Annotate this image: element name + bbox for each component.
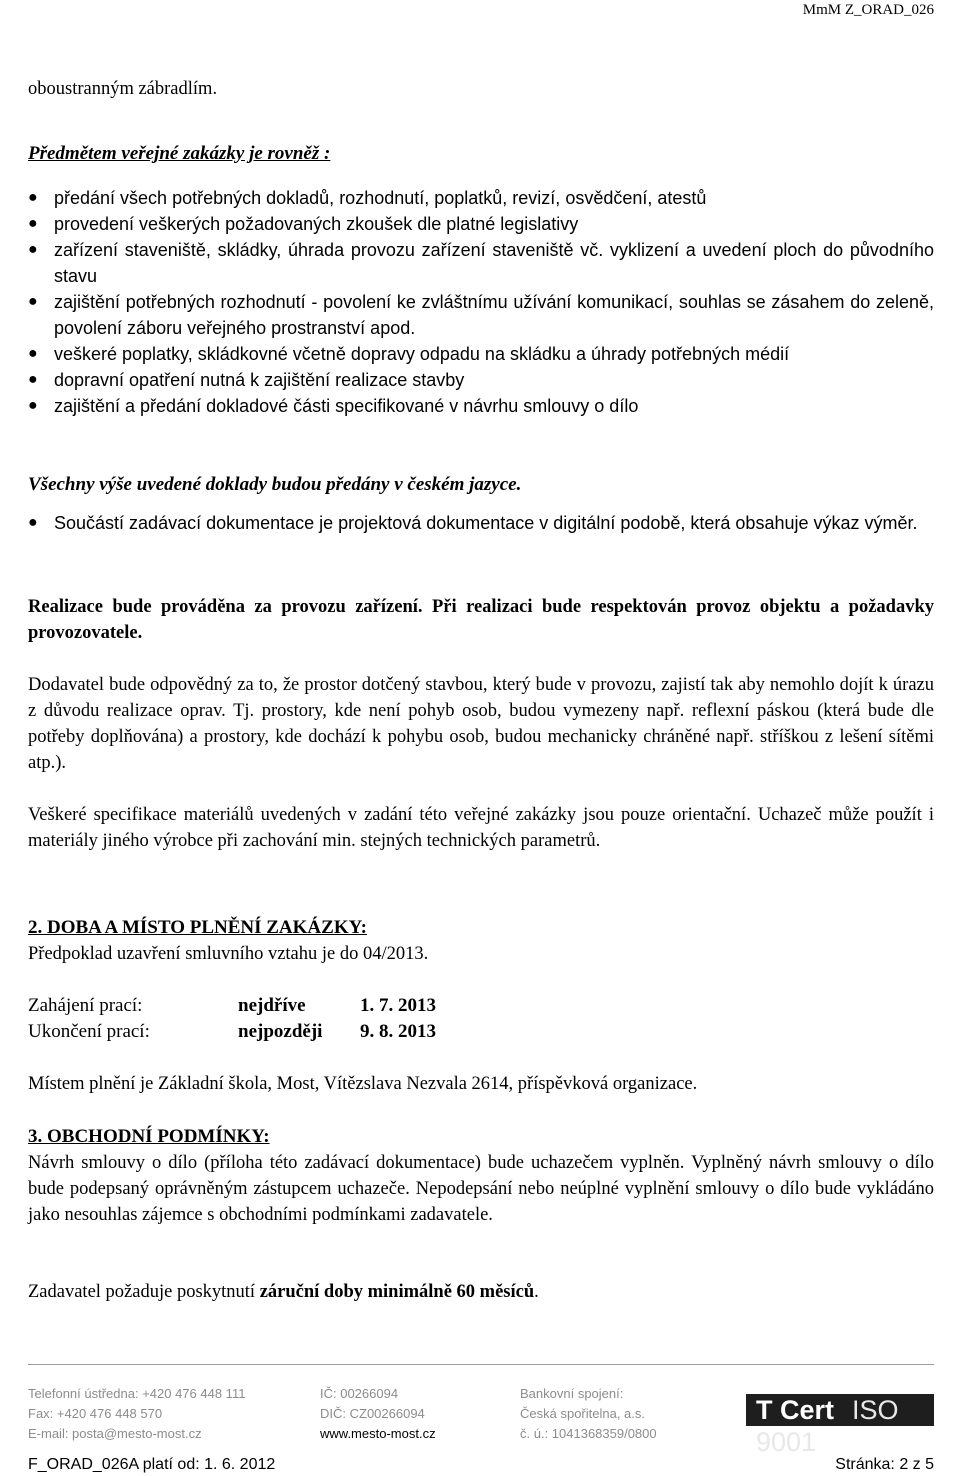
bullet-icon: ● (28, 293, 38, 310)
bullet-icon: ● (28, 215, 38, 232)
website-link[interactable]: www.mesto-most.cz (320, 1426, 436, 1441)
bullet-icon: ● (28, 345, 38, 362)
opening-line: oboustranným zábradlím. (28, 79, 218, 99)
schedule-start (28, 993, 934, 1019)
certification-logo: T Cert ISO 9001 (746, 1394, 934, 1426)
schedule-end (28, 1019, 934, 1045)
list-item: ● zajištění potřebných rozhodnutí - povolení ke zvláštnímu užívání komunikací, souhlas se zásahem do zeleně, povolení záboru veřejného prostranství apod. (28, 289, 934, 341)
bullet-icon: ● (28, 241, 38, 258)
schedule-qualifier: nejpozději (238, 1021, 323, 1042)
subject-label: Předmětem veřejné zakázky je rovněž : (28, 143, 331, 164)
documentation-list (28, 510, 934, 536)
safety-paragraph: Dodavatel bude odpovědný za to, že prostor dotčený stavbou, který bude v provozu, zajistí tak aby nemohlo dojít k úrazu z důvodu realizace oprav. Tj. prostory, kde není pohyb osob, budou vymezeny např. reflexní páskou (která bude dle potřeby doplňována) a prostory, kde dochází k pohybu osob, budou mechanicky chráněné např. stříškou z lešení sítěmi atp.). (28, 675, 934, 773)
materials-paragraph: Veškeré specifikace materiálů uvedených v zadání této veřejné zakázky jsou pouze orientační. Uchazeč může použít i materiály jiného výrobce při zachování min. stejných technických parametrů. (28, 805, 934, 851)
schedule-label: Ukončení prací: (28, 1021, 150, 1042)
list-item: ● provedení veškerých požadovaných zkoušek dle platné legislativy (28, 211, 934, 237)
footer-bank: Bankovní spojení: Česká spořitelna, a.s. č. ú.: 1041368359/0800 (520, 1386, 657, 1441)
schedule-qualifier: nejdříve (238, 995, 306, 1016)
list-item: ● veškeré poplatky, skládkovné včetně dopravy odpadu na skládku a úhrady potřebných médií (28, 341, 934, 367)
list-item: ● zajištění a předání dokladové části specifikované v návrhu smlouvy o dílo (28, 393, 934, 419)
page-number: Stránka: 2 z 5 (835, 1456, 934, 1473)
operation-note: Realizace bude prováděna za provozu zařízení. Při realizaci bude respektován provoz objektu a požadavky provozovatele. (28, 597, 934, 643)
list-item: ● zařízení staveniště, skládky, úhrada provozu zařízení staveniště vč. vyklizení a uvedení ploch do původního stavu (28, 237, 934, 289)
bullet-icon: ● (28, 189, 38, 206)
list-item: ● Součástí zadávací dokumentace je projektová dokumentace v digitální podobě, která obsahuje výkaz výměr. (28, 510, 934, 536)
footer-contact: Telefonní ústředna: +420 476 448 111 Fax: +420 476 448 570 E-mail: posta@mesto-most.cz (28, 1386, 246, 1441)
document-code: MmM Z_ORAD_026 (802, 2, 934, 18)
list-item: ● dopravní opatření nutná k zajištění realizace stavby (28, 367, 934, 393)
bullet-icon: ● (28, 371, 38, 388)
place-line: Místem plnění je Základní škola, Most, Vítězslava Nezvala 2614, příspěvková organizace. (28, 1074, 698, 1094)
schedule-date: 9. 8. 2013 (360, 1021, 436, 1042)
bullet-icon: ● (28, 514, 38, 531)
section-2-heading: 2. DOBA A MÍSTO PLNĚNÍ ZAKÁZKY: (28, 917, 367, 938)
subject-list (28, 185, 934, 419)
schedule-label: Zahájení prací: (28, 995, 143, 1016)
section-3-heading: 3. OBCHODNÍ PODMÍNKY: (28, 1126, 270, 1147)
terms-paragraph: Návrh smlouvy o dílo (příloha této zadávací dokumentace) bude uchazečem vyplněn. Vyplněný návrh smlouvy o dílo bude podepsaný oprávněným zástupcem uchazeče. Nepodepsání nebo neúplné vyplnění smlouvy o dílo bude vykládáno jako nesouhlas zájemce s obchodními podmínkami zadavatele. (28, 1153, 934, 1225)
warranty-line: Zadavatel požaduje poskytnutí záruční doby minimálně 60 měsíců. (28, 1282, 539, 1302)
form-code: F_ORAD_026A platí od: 1. 6. 2012 (28, 1456, 276, 1473)
language-note: Všechny výše uvedené doklady budou předány v českém jazyce. (28, 474, 522, 495)
footer-divider (28, 1364, 934, 1365)
contract-line: Předpoklad uzavření smluvního vztahu je do 04/2013. (28, 944, 429, 964)
schedule-date: 1. 7. 2013 (360, 995, 436, 1016)
list-item: ● předání všech potřebných dokladů, rozhodnutí, poplatků, revizí, osvědčení, atestů (28, 185, 934, 211)
bullet-icon: ● (28, 397, 38, 414)
footer-ids: IČ: 00266094 DIČ: CZ00266094 www.mesto-most.cz (320, 1384, 436, 1444)
warranty-period: záruční doby minimálně 60 měsíců (259, 1282, 535, 1302)
